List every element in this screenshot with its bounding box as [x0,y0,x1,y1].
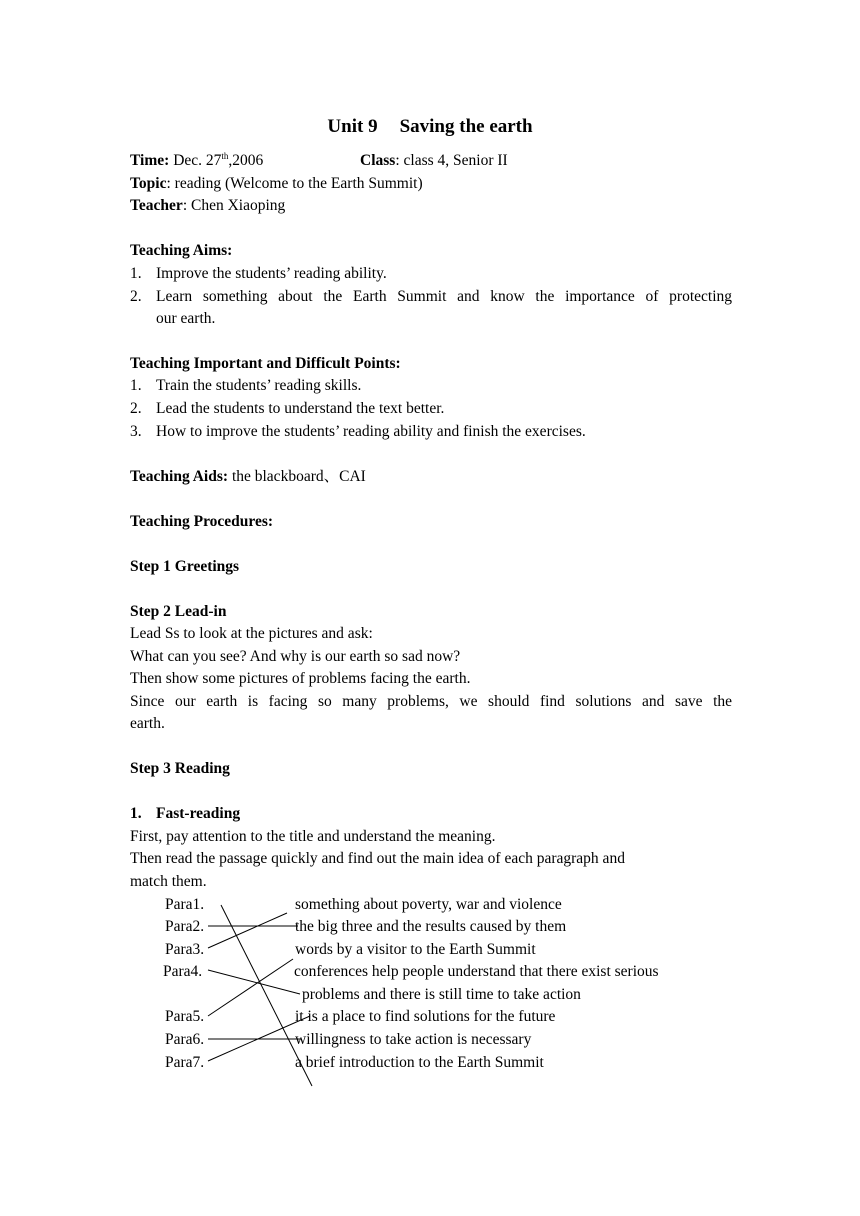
step2-line-4: Since our earth is facing so many problems, we should find solutions and save the [130,693,732,710]
step2-heading: Step 2 Lead-in [130,603,227,620]
step3-line-2: Then read the passage quickly and find out the main idea of each paragraph and [130,850,625,867]
point-2-num: 2. [130,400,142,417]
unit-name: Saving the earth [399,116,533,137]
step2-line-1: Lead Ss to look at the pictures and ask: [130,625,373,642]
idea-3: words by a visitor to the Earth Summit [295,941,536,958]
match-line-para3 [208,913,287,948]
aim-1-text: Improve the students’ reading ability. [156,265,387,282]
idea-7: a brief introduction to the Earth Summit [295,1054,544,1071]
idea-1: something about poverty, war and violence [295,896,562,913]
point-1-num: 1. [130,377,142,394]
step3-line-3: match them. [130,873,207,890]
aim-2-num: 2. [130,288,142,305]
idea-2: the big three and the results caused by them [295,918,567,935]
time-value: Dec. 27 [173,152,222,169]
step2-line-3: Then show some pictures of problems facing the earth. [130,670,471,687]
step3-line-1: First, pay attention to the title and understand the meaning. [130,828,496,845]
class-line [360,151,508,171]
step2-line-2: What can you see? And why is our earth so sad now? [130,648,461,665]
point-3-text: How to improve the students’ reading ability and finish the exercises. [156,423,586,440]
document-title [0,116,860,138]
para-label-5: Para5. [165,1008,205,1025]
fast-reading-num: 1. [130,805,142,822]
para-label-7: Para7. [165,1054,205,1071]
idea-4: conferences help people understand that there exist serious [294,963,659,980]
match-line-para4 [208,970,300,994]
time-rest: ,2006 [228,152,264,169]
aids-line [130,467,366,487]
idea-4-cont: problems and there is still time to take action [302,986,581,1003]
point-3-num: 3. [130,423,142,440]
idea-6: willingness to take action is necessary [295,1031,532,1048]
time-label: Time: [130,152,170,169]
aim-2-text: Learn something about the Earth Summit and know the importance of protecting [156,288,732,305]
class-label: Class [360,152,396,169]
topic-label: Topic [130,175,167,192]
unit-label: Unit 9 [327,116,378,137]
para-label-4: Para4. [163,963,203,980]
teacher-line [130,196,285,216]
fast-reading-heading: Fast-reading [156,805,241,822]
teacher-value: : Chen Xiaoping [182,197,286,214]
step2-line-5: earth. [130,715,165,732]
procedures-heading: Teaching Procedures: [130,513,274,530]
aim-2-cont: our earth. [156,310,216,327]
aids-label: Teaching Aids: [130,468,229,485]
topic-line [130,174,423,194]
aims-heading: Teaching Aims: [130,242,233,259]
point-2-text: Lead the students to understand the text better. [156,400,445,417]
step3-heading: Step 3 Reading [130,760,230,777]
topic-value: : reading (Welcome to the Earth Summit) [166,175,423,192]
points-heading: Teaching Important and Difficult Points: [130,355,401,372]
point-1-text: Train the students’ reading skills. [156,377,362,394]
step1-heading: Step 1 Greetings [130,558,240,575]
para-label-2: Para2. [165,918,205,935]
para-label-1: Para1. [165,896,205,913]
time-sup: th [221,151,229,161]
class-value: : class 4, Senior II [395,152,508,169]
teacher-label: Teacher [130,197,183,214]
match-line-para5 [208,959,293,1016]
aim-1-num: 1. [130,265,142,282]
para-label-6: Para6. [165,1031,205,1048]
para-label-3: Para3. [165,941,205,958]
idea-5: it is a place to find solutions for the future [295,1008,556,1025]
time-line [130,151,263,171]
aids-value: the blackboard、CAI [228,468,366,485]
